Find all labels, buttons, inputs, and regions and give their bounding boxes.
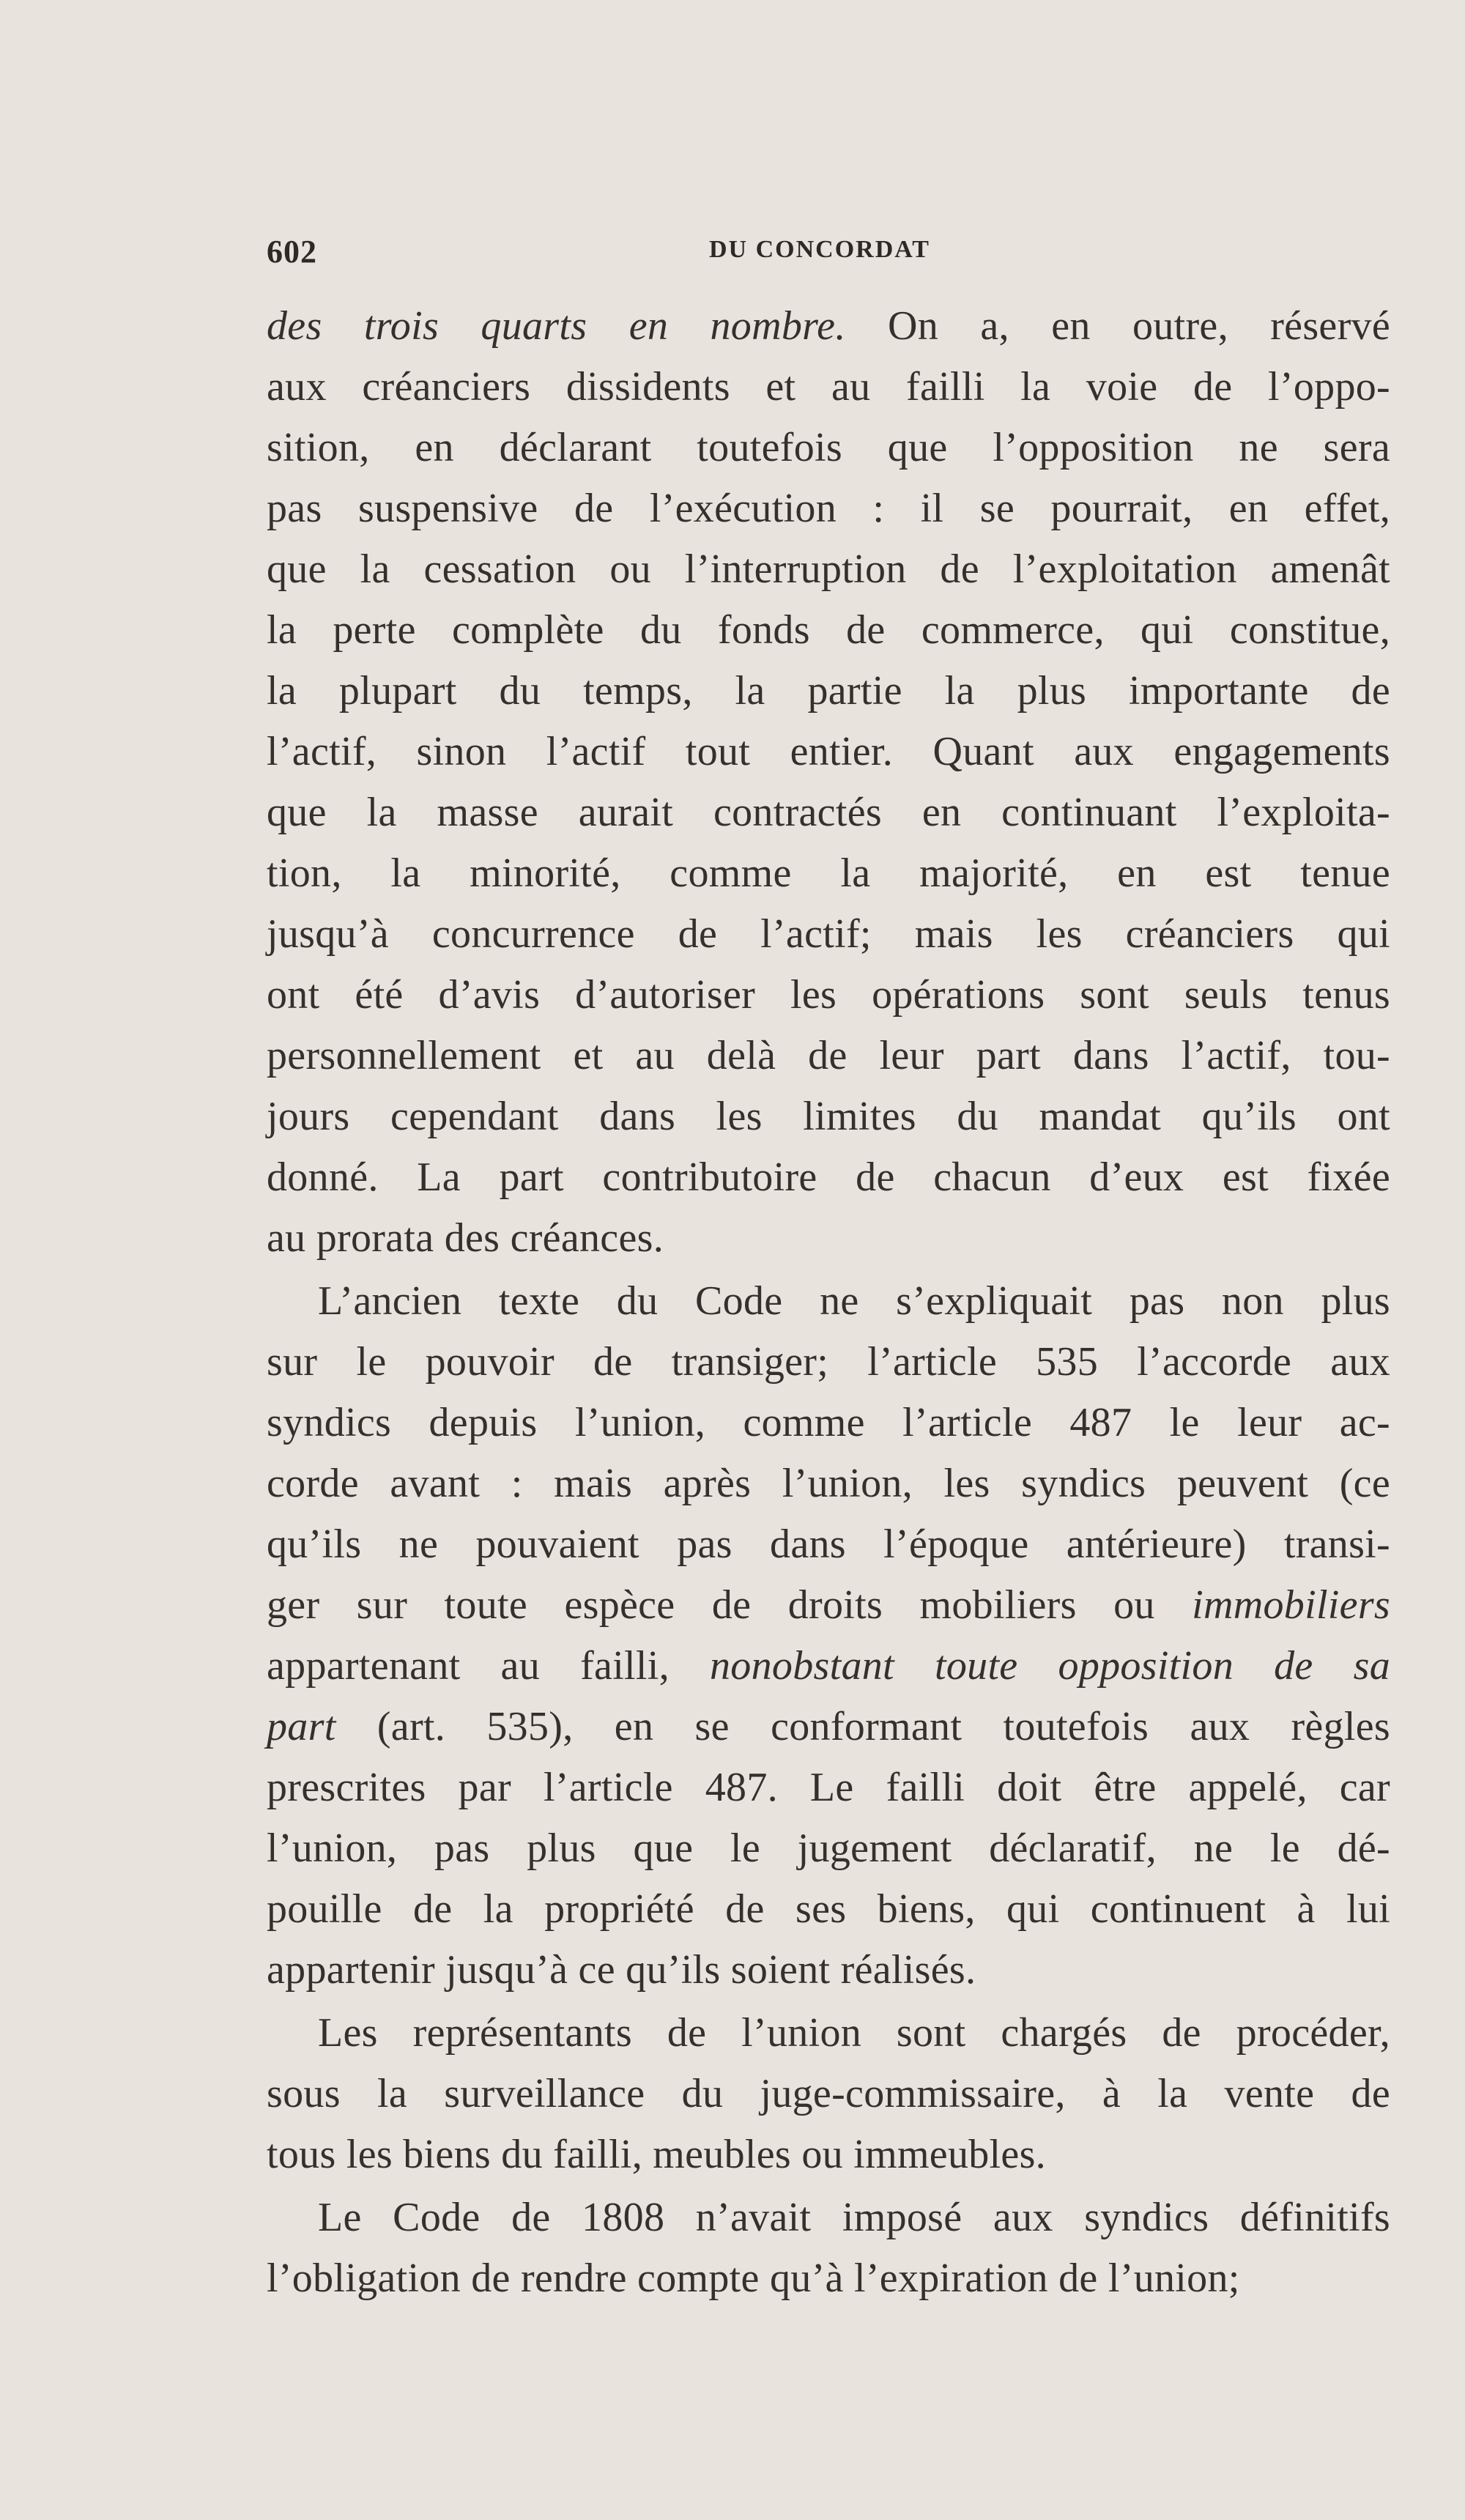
text-line <box>267 1575 1390 1636</box>
text-run: ger sur toute espèce de droits mobiliers ou <box>267 1582 1193 1628</box>
text-run: pouille de la propriété de ses biens, qui continuent à lui <box>267 1886 1390 1932</box>
text-line <box>267 478 1390 539</box>
text-run: que la masse aurait contractés en continuant l’exploita- <box>267 790 1390 835</box>
text-line <box>267 1818 1390 1879</box>
text-run: L’ancien texte du Code ne s’expliquait pas non plus <box>318 1278 1390 1324</box>
text-run: que la cessation ou l’interruption de l’exploitation amenât <box>267 546 1390 592</box>
text-line <box>267 296 1390 357</box>
text-line <box>267 357 1390 418</box>
text-line <box>267 1208 1390 1269</box>
text-run: qu’ils ne pouvaient pas dans l’époque antérieure) transi- <box>267 1522 1390 1567</box>
text-run: pas suspensive de l’exécution : il se pourrait, en effet, <box>267 486 1390 531</box>
text-line <box>267 2124 1390 2185</box>
text-run: Les représentants de l’union sont chargés de procéder, <box>318 2010 1390 2056</box>
text-line <box>267 843 1390 904</box>
text-line <box>267 1757 1390 1818</box>
text-line <box>267 661 1390 722</box>
text-line <box>267 1271 1390 1332</box>
text-run: l’obligation de rendre compte qu’à l’expiration de l’union; <box>267 2256 1240 2301</box>
text-run: jours cependant dans les limites du mandat qu’ils ont <box>267 1094 1390 1139</box>
text-run: la perte complète du fonds de commerce, qui constitue, <box>267 607 1390 653</box>
text-line <box>267 1332 1390 1393</box>
text-line <box>267 1026 1390 1086</box>
text-run: tous les biens du failli, meubles ou immeubles. <box>267 2132 1046 2177</box>
text-run: au prorata des créances. <box>267 1215 664 1261</box>
italic-run: nonobstant toute opposition de sa <box>710 1643 1390 1689</box>
text-line <box>267 1086 1390 1147</box>
text-run: la plupart du temps, la partie la plus importante de <box>267 668 1390 714</box>
running-title: DU CONCORDAT <box>709 236 930 263</box>
text-line <box>267 2187 1390 2248</box>
text-line <box>267 904 1390 965</box>
text-run: appartenir jusqu’à ce qu’ils soient réalisés. <box>267 1947 976 1993</box>
text-line <box>267 782 1390 843</box>
text-run: ont été d’avis d’autoriser les opérations sont seuls tenus <box>267 972 1390 1018</box>
italic-run: immobiliers <box>1192 1582 1390 1628</box>
text-run: Le Code de 1808 n’avait imposé aux syndics définitifs <box>318 2195 1390 2240</box>
text-run: tion, la minorité, comme la majorité, en est tenue <box>267 850 1390 896</box>
text-run: l’union, pas plus que le jugement déclaratif, ne le dé- <box>267 1826 1390 1871</box>
text-line <box>267 1940 1390 2001</box>
text-run: sur le pouvoir de transiger; l’article 535 l’accorde aux <box>267 1339 1390 1385</box>
text-line <box>267 1514 1390 1575</box>
text-line <box>267 2064 1390 2124</box>
page-number: 602 <box>267 234 317 270</box>
text-run: l’actif, sinon l’actif tout entier. Quant aux engagements <box>267 729 1390 774</box>
text-line <box>267 1393 1390 1453</box>
text-line <box>267 600 1390 661</box>
text-line <box>267 2003 1390 2064</box>
paragraph <box>267 296 1390 1269</box>
text-run: syndics depuis l’union, comme l’article 487 le leur ac- <box>267 1400 1390 1445</box>
text-run: appartenant au failli, <box>267 1643 710 1689</box>
text-line <box>267 418 1390 478</box>
text-run: personnellement et au delà de leur part dans l’actif, tou- <box>267 1033 1390 1078</box>
text-run: corde avant : mais après l’union, les syndics peuvent (ce <box>267 1461 1390 1506</box>
text-line <box>267 1636 1390 1697</box>
paragraph <box>267 2003 1390 2185</box>
text-run: prescrites par l’article 487. Le failli doit être appelé, car <box>267 1765 1390 1810</box>
text-line <box>267 1879 1390 1940</box>
italic-run: part <box>267 1704 336 1749</box>
text-line <box>267 722 1390 782</box>
text-line <box>267 1697 1390 1757</box>
text-run: On a, en outre, réservé <box>845 303 1390 349</box>
text-line <box>267 2248 1390 2309</box>
text-run: donné. La part contributoire de chacun d’eux est fixée <box>267 1155 1390 1200</box>
italic-run: des trois quarts en nombre. <box>267 303 846 349</box>
text-run: sous la surveillance du juge-commissaire, à la vente de <box>267 2071 1390 2116</box>
paragraph <box>267 2187 1390 2309</box>
text-line <box>267 1147 1390 1208</box>
paragraph <box>267 1271 1390 2001</box>
text-run: (art. 535), en se conformant toutefois aux règles <box>335 1704 1390 1749</box>
text-line <box>267 539 1390 600</box>
text-run: sition, en déclarant toutefois que l’opposition ne sera <box>267 425 1390 470</box>
body-text <box>267 296 1390 2309</box>
text-line <box>267 1453 1390 1514</box>
running-head <box>267 233 1402 274</box>
text-run: aux créanciers dissidents et au failli la voie de l’oppo- <box>267 364 1390 410</box>
text-run: jusqu’à concurrence de l’actif; mais les créanciers qui <box>267 911 1390 957</box>
text-line <box>267 965 1390 1026</box>
